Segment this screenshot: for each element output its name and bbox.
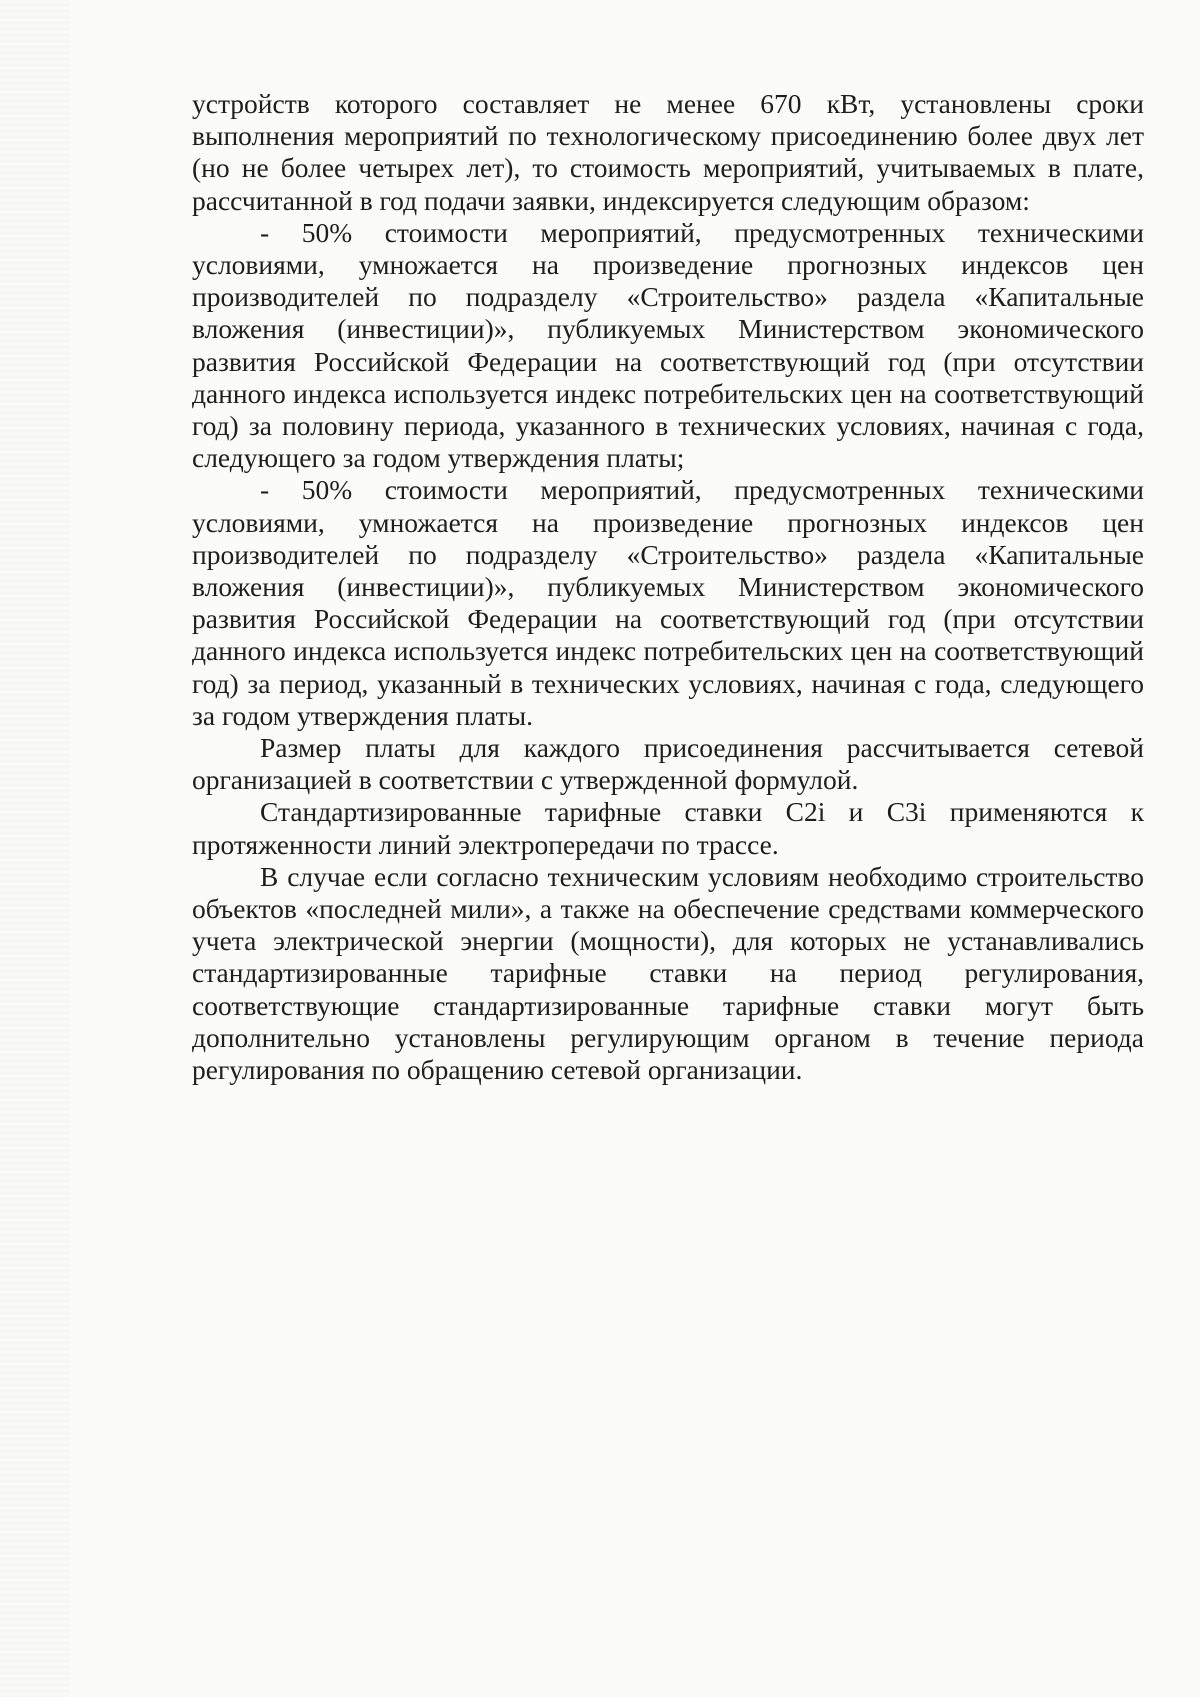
paragraph-indexation-intro: устройств которого составляет не менее 670 кВт, установлены сроки выполнения мероприятий по технологическому присоединению более двух лет (но не более четырех лет), то стоимость мероприятий, учитываемых в плате, рассчитанной в год подачи заявки, индексируется следующим образом:: [192, 88, 1144, 216]
paragraph-indexation-half-period: - 50% стоимости мероприятий, предусмотренных техническими условиями, умножается на произведение прогнозных индексов цен производителей по подразделу «Строительство» раздела «Капитальные вложения (инвестиции)», публикуемых Министерством экономического развития Российской Федерации на соответствующий год (при отсутствии данного индекса используется индекс потребительских цен на соответствующий год) за половину периода, указанного в технических условиях, начиная с года, следующего за годом утверждения платы;: [192, 216, 1144, 474]
paragraph-fee-calculation: Размер платы для каждого присоединения рассчитывается сетевой организацией в соответствии с утвержденной формулой.: [192, 732, 1144, 796]
paragraph-indexation-full-period: - 50% стоимости мероприятий, предусмотренных техническими условиями, умножается на произведение прогнозных индексов цен производителей по подразделу «Строительство» раздела «Капитальные вложения (инвестиции)», публикуемых Министерством экономического развития Российской Федерации на соответствующий год (при отсутствии данного индекса используется индекс потребительских цен на соответствующий год) за период, указанный в технических условиях, начиная с года, следующего за годом утверждения платы.: [192, 474, 1144, 731]
paragraph-standard-rates: Стандартизированные тарифные ставки С2i и С3i применяются к протяженности линий электропередачи по трассе.: [192, 796, 1144, 860]
paragraph-last-mile: В случае если согласно техническим условиям необходимо строительство объектов «последней мили», а также на обеспечение средствами коммерческого учета электрической энергии (мощности), для которых не устанавливались стандартизированные тарифные ставки на период регулирования, соответствующие стандартизированные тарифные ставки могут быть дополнительно установлены регулирующим органом в течение периода регулирования по обращению сетевой организации.: [192, 860, 1144, 1086]
scan-edge-artifact: [0, 0, 70, 1697]
document-body: [192, 88, 1144, 1086]
